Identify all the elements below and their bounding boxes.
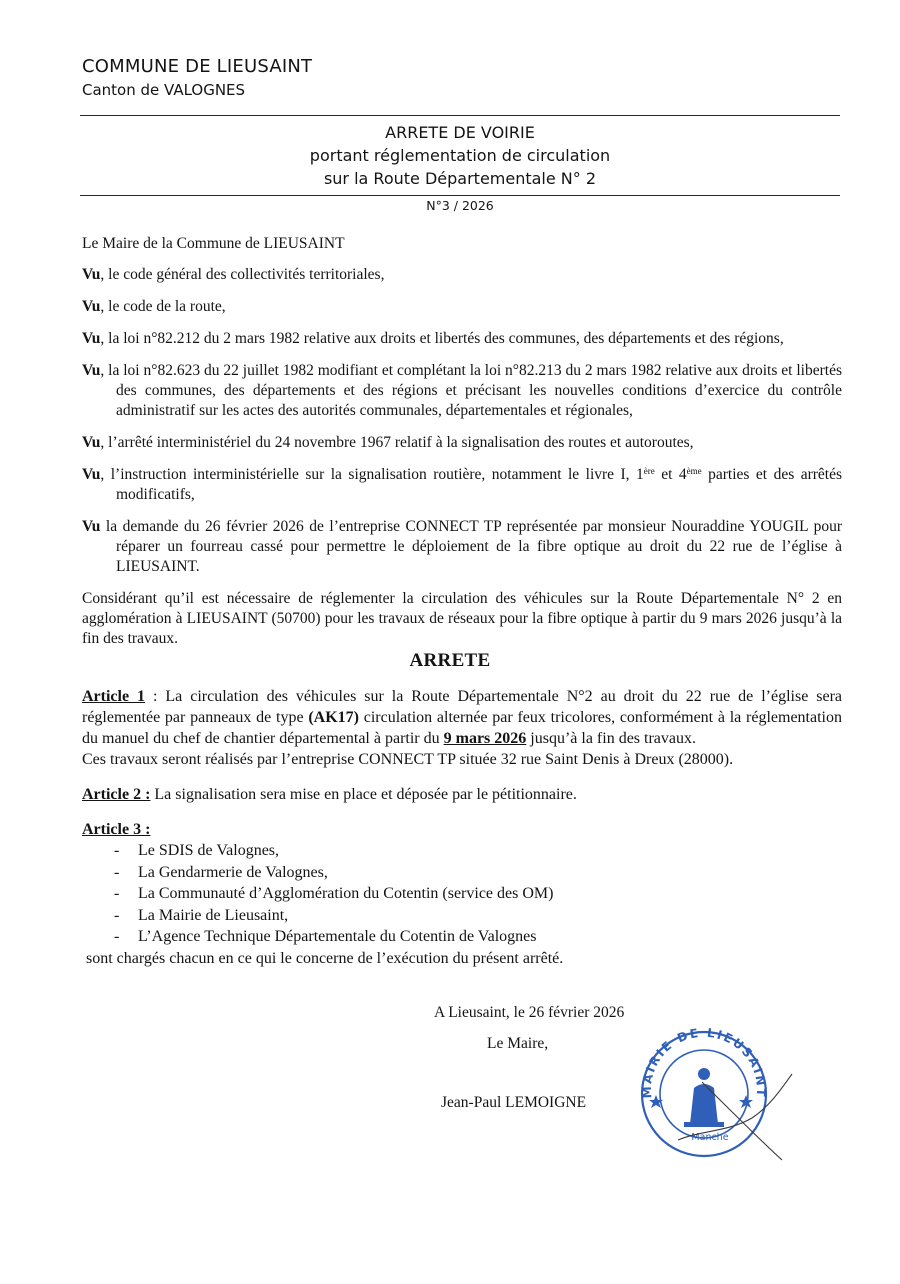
vu-instruction: Vu, l’instruction interministérielle sur la signalisation routière, notamment le livre I, 1ère et 4ème parties et des arrêtés modificatifs,: [82, 466, 842, 503]
vu-loi-82-212: Vu, la loi n°82.212 du 2 mars 1982 relative aux droits et libertés des communes, des départements et des régions,: [82, 330, 784, 347]
considerant: Considérant qu’il est nécessaire de réglementer la circulation des véhicules sur la Route Départementale N° 2 en agglomération à LIEUSAINT (50700) pour les travaux de réseaux pour la fibre optique à partir du 9 mars 2026 jusqu’à la fin des travaux.: [82, 590, 842, 647]
title-line-3: sur la Route Départementale N° 2: [323, 169, 597, 188]
stamp-figure: [649, 1068, 753, 1127]
preamble-maire: Le Maire de la Commune de LIEUSAINT: [82, 235, 345, 252]
article-3-label: Article 3 :: [82, 821, 151, 838]
article-3-closing: sont chargés chacun en ce qui le concerne de l’exécution du présent arrêté.: [86, 949, 564, 967]
stamp-subtext: Manche: [691, 1132, 729, 1143]
title-line-1: ARRETE DE VOIRIE: [385, 123, 535, 142]
signature-place-date: A Lieusaint, le 26 février 2026: [434, 1004, 625, 1021]
article-1: Article 1 : La circulation des véhicules sur la Route Départementale N°2 au droit du 22 rue de l’église sera réglementée par panneaux de type (AK17) circulation alternée par feux tricolores, conformément à la réglementation du manuel du chef de chantier départemental à partir du 9 mars 2026 jusqu’à la fin des travaux.: [82, 688, 843, 747]
vu-loi-82-623: Vu, la loi n°82.623 du 22 juillet 1982 modifiant et complétant la loi n°82.213 du 2 mars 1982 relative aux droits et libertés des communes, des départements et des régions et précisant les nouvelles conditions d’exercice du contrôle administratif sur les actes des autorités communales, départementales et régionales,: [82, 362, 842, 419]
signature-name: Jean-Paul LEMOIGNE: [441, 1094, 587, 1111]
document-title: [270, 121, 650, 190]
list-item: - La Gendarmerie de Valognes,: [82, 862, 842, 884]
preamble-vu-list: [82, 265, 842, 649]
article-3-list: [82, 840, 842, 948]
header-divider-bottom: [80, 195, 840, 196]
article-1-company: Ces travaux seront réalisés par l’entreprise CONNECT TP située 32 rue Saint Denis à Dreux (28000).: [82, 751, 734, 768]
arrete-heading: ARRETE: [409, 650, 491, 671]
article-2: Article 2 : La signalisation sera mise en place et déposée par le pétitionnaire.: [82, 786, 577, 803]
vu-arrete-1967: Vu, l’arrêté interministériel du 24 novembre 1967 relatif à la signalisation des routes et autoroutes,: [82, 434, 694, 451]
signature-role: Le Maire,: [487, 1035, 549, 1052]
list-item: - L’Agence Technique Départementale du Cotentin de Valognes: [82, 926, 842, 948]
vu-code-route: Vu, le code de la route,: [82, 298, 226, 315]
mairie-stamp: [632, 1022, 802, 1167]
vu-demande: Vu la demande du 26 février 2026 de l’entreprise CONNECT TP représentée par monsieur Nouraddine YOUGIL pour réparer un fourreau cassé pour permettre le déploiement de la fibre optique au droit du 22 rue de l’église à LIEUSAINT.: [82, 518, 842, 575]
stamp-text: MAIRIE DE LIEUSAINT: [639, 1025, 769, 1099]
title-line-2: portant réglementation de circulation: [309, 146, 611, 165]
canton-name: Canton de VALOGNES: [82, 81, 246, 99]
header-divider-top: [80, 115, 840, 116]
articles: [82, 686, 842, 969]
list-item: - Le SDIS de Valognes,: [82, 840, 842, 862]
list-item: - La Communauté d’Agglomération du Cotentin (service des OM): [82, 883, 842, 905]
list-item: - La Mairie de Lieusaint,: [82, 905, 842, 927]
decree-number: N°3 / 2026: [426, 198, 494, 213]
vu-cgct: Vu, le code général des collectivités territoriales,: [82, 266, 385, 283]
commune-name: COMMUNE DE LIEUSAINT: [82, 56, 313, 77]
